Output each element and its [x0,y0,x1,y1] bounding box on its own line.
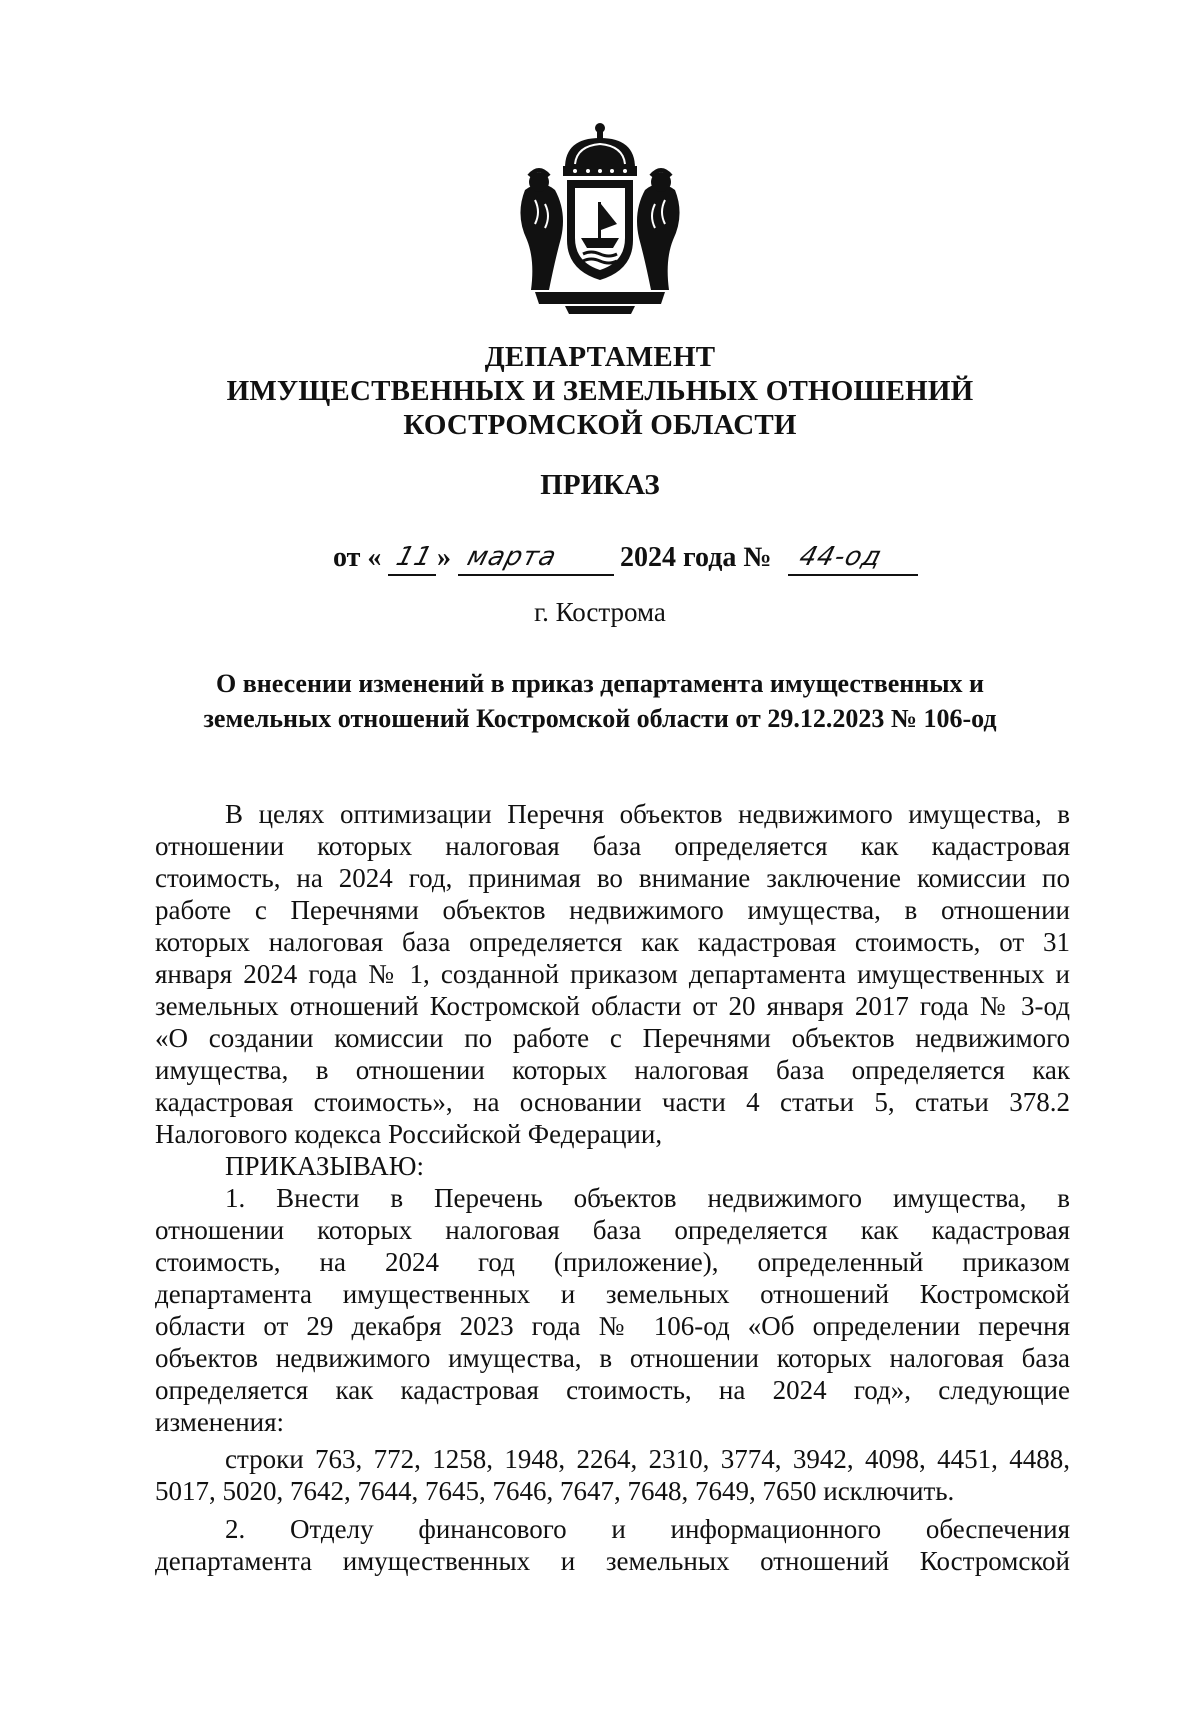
body-line: «О создании комиссии по работе с Перечнями объектов недвижимого [155,1023,1070,1053]
date-prefix: от « [333,542,382,573]
body-line: 2. Отделу финансового и информационного обеспечения [225,1514,1070,1544]
date-year-number-label: 2024 года № [620,542,772,573]
body-line: определяется как кадастровая стоимость, на 2024 год», следующие [155,1375,1070,1405]
order-title: ПРИКАЗ [540,469,660,501]
number-underline [788,574,918,576]
body-line: отношении которых налоговая база определяется как кадастровая [155,1215,1070,1245]
subject-line-2: земельных отношений Костромской области от 29.12.2023 № 106-од [203,704,997,733]
body-line: Налогового кодекса Российской Федерации, [155,1119,663,1149]
month-underline [458,574,614,576]
body-line: 1. Внести в Перечень объектов недвижимого имущества, в [225,1183,1070,1213]
order-number-handwritten: 44-од [795,542,886,572]
body-line: объектов недвижимого имущества, в отношении которых налоговая база [155,1343,1070,1373]
body-line: 5017, 5020, 7642, 7644, 7645, 7646, 7647, 7648, 7649, 7650 исключить. [155,1476,955,1506]
date-day-handwritten: 11 [392,542,437,572]
coat-of-arms-emblem [505,120,695,315]
body-line: В целях оптимизации Перечня объектов недвижимого имущества, в [225,799,1070,829]
city-name: г. Кострома [534,597,666,627]
body-line: стоимость, на 2024 год (приложение), определенный приказом [155,1247,1070,1277]
subject-line-1: О внесении изменений в приказ департамента имущественных и [215,669,985,698]
order-date-line [0,532,1200,576]
day-underline [388,574,436,576]
body-line: которых налоговая база определяется как кадастровая стоимость, от 31 [155,927,1070,957]
body-line: кадастровая стоимость», на основании части 4 статьи 5, статьи 378.2 [155,1087,1070,1117]
date-month-handwritten: марта [463,542,561,572]
department-title-line-1: ДЕПАРТАМЕНТ [484,341,716,373]
department-title-line-3: КОСТРОМСКОЙ ОБЛАСТИ [403,409,797,441]
body-line: департамента имущественных и земельных отношений Костромской [155,1546,1070,1576]
body-line: стоимость, на 2024 год, принимая во внимание заключение комиссии по [155,863,1070,893]
body-line: работе с Перечнями объектов недвижимого имущества, в отношении [155,895,1070,925]
body-line: области от 29 декабря 2023 года № 106-од «Об определении перечня [155,1311,1070,1341]
body-line: отношении которых налоговая база определяется как кадастровая [155,831,1070,861]
date-quote-close: » [437,542,451,573]
body-line: января 2024 года № 1, созданной приказом департамента имущественных и [155,959,1070,989]
body-line-order-word: ПРИКАЗЫВАЮ: [225,1151,424,1181]
body-line: имущества, в отношении которых налоговая база определяется как [155,1055,1070,1085]
body-line: строки 763, 772, 1258, 1948, 2264, 2310, 3774, 3942, 4098, 4451, 4488, [225,1444,1070,1474]
body-line: изменения: [155,1407,285,1437]
body-line: земельных отношений Костромской области от 20 января 2017 года № 3-од [155,991,1070,1021]
department-title-line-2: ИМУЩЕСТВЕННЫХ И ЗЕМЕЛЬНЫХ ОТНОШЕНИЙ [226,375,974,407]
body-line: департамента имущественных и земельных отношений Костромской [155,1279,1070,1309]
